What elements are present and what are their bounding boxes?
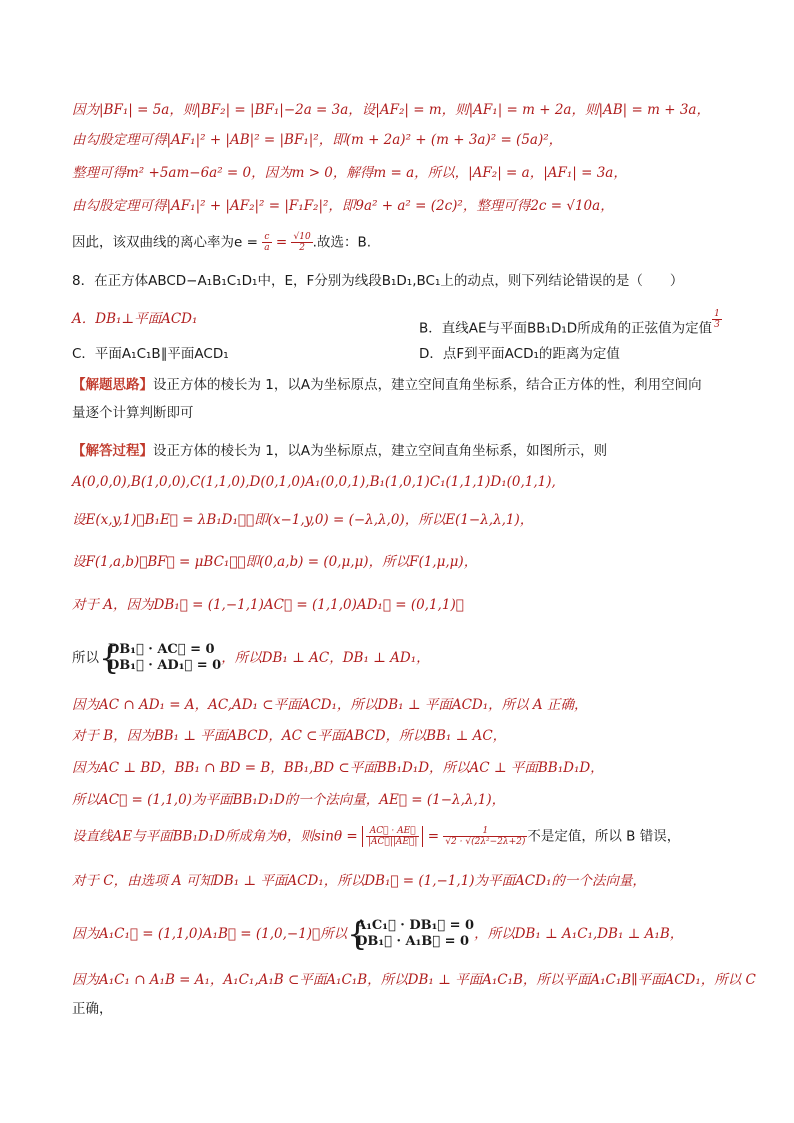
- math-text: 设E(x,y,1)，B₁E⃗ = λB₁D₁⃗，即(x−1,y,0) = (−λ,λ,0)，所以E(1−λ,λ,1)，: [72, 512, 534, 528]
- equation-row: DB₁⃗ · AD₁⃗ = 0: [108, 658, 222, 673]
- math-text: 因为AC ∩ AD₁ = A，AC,AD₁ ⊂平面ACD₁，所以DB₁ ⊥ 平面ACD₁，所以 A 正确，: [72, 697, 588, 713]
- equation-system-1: [99, 639, 222, 677]
- option-c-analysis-1: [72, 871, 736, 891]
- option-b-analysis-3: [72, 790, 736, 810]
- equation-row: A₁C₁⃗ · DB₁⃗ = 0: [356, 918, 475, 933]
- option-a-conclusion: [72, 695, 736, 715]
- solution-line-pythagoras-2: [72, 196, 736, 216]
- equation-system-2: [347, 915, 475, 953]
- text: 设正方体的棱长为 1，以A为坐标原点，建立空间直角坐标系，如图所示，则: [153, 443, 608, 459]
- brace: {: [99, 639, 120, 677]
- question-8: [72, 271, 736, 291]
- fraction-sqrt10-over-2: [291, 232, 312, 253]
- process-line-1: [72, 441, 736, 461]
- math-text: 对于 C，由选项 A 可知DB₁ ⊥ 平面ACD₁，所以DB₁⃗ = (1,−1,1)为平面ACD₁的一个法向量，: [72, 873, 646, 889]
- denominator: 2: [299, 243, 305, 253]
- denominator: a: [264, 243, 270, 253]
- numerator: 1: [443, 826, 527, 837]
- numerator: √10: [293, 232, 311, 242]
- math-text: 因为A₁C₁ ∩ A₁B = A₁，A₁C₁,A₁B ⊂平面A₁C₁B，所以DB₁ ⊥ 平面A₁C₁B，所以平面A₁C₁B∥平面ACD₁，所以 C: [72, 972, 756, 988]
- fraction-c-over-a: [262, 232, 271, 253]
- math-text: 对于 A，因为DB₁⃗ = (1,−1,1)AC⃗ = (1,1,0)AD₁⃗ = (0,1,1)，: [72, 597, 464, 613]
- system-2-line: [72, 915, 736, 953]
- numerator: 1: [714, 309, 720, 319]
- math-text: 整理可得m² +5am−6a² = 0，因为m > 0，解得m = a，所以，|AF₂| = a，|AF₁| = 3a，: [72, 165, 627, 181]
- solution-line-eccentricity: [72, 232, 736, 253]
- equation-row: DB₁⃗ · AC⃗ = 0: [108, 642, 215, 657]
- text: 不是定值，所以 B 错误，: [527, 828, 681, 845]
- option-c: C．平面A₁C₁B∥平面ACD₁: [72, 346, 229, 362]
- math-text: 由勾股定理可得|AF₁|² + |AB|² = |BF₁|²，即(m + 2a)² + (m + 3a)² = (5a)²，: [72, 132, 563, 148]
- solution-line-simplify: [72, 163, 736, 183]
- idea-line-1: [72, 375, 736, 395]
- solution-line-pythagoras-1: [72, 130, 736, 150]
- math-text: A(0,0,0),B(1,0,0),C(1,1,0),D(0,1,0)A₁(0,0,1),B₁(1,0,1)C₁(1,1,1)D₁(0,1,1),: [72, 474, 556, 490]
- text: 设正方体的棱长为 1，以A为坐标原点，建立空间直角坐标系，结合正方体的性，利用空间向: [153, 377, 702, 393]
- question-text: 8．在正方体ABCD−A₁B₁C₁D₁中，E，F分别为线段B₁D₁,BC₁上的动点，则下列结论错误的是（ ）: [72, 273, 684, 289]
- option-a-analysis: [72, 595, 736, 615]
- options-row-ab: [72, 309, 736, 337]
- heading-solution-process: 【解答过程】: [72, 443, 153, 459]
- heading-solution-idea: 【解题思路】: [72, 377, 153, 393]
- math-text: 设直线AE与平面BB₁D₁D所成角为θ，则sinθ =: [72, 828, 363, 845]
- option-b: [419, 309, 722, 339]
- math-text: 因为A₁C₁⃗ = (1,1,0)A₁B⃗ = (1,0,−1)，所以: [72, 926, 348, 942]
- numerator: c: [262, 232, 271, 243]
- option-b-analysis-2: [72, 758, 736, 778]
- fraction-sine-value: [443, 826, 527, 847]
- math-text: 对于 B，因为BB₁ ⊥ 平面ABCD，AC ⊂平面ABCD，所以BB₁ ⊥ AC，: [72, 728, 507, 744]
- math-text: 因为|BF₁| = 5a，则|BF₂| = |BF₁|−2a = 3a，设|AF₂| = m，则|AF₁| = m + 2a，则|AB| = m + 3a，: [72, 102, 710, 118]
- text: 正确，: [72, 1001, 113, 1017]
- absolute-value: [362, 826, 423, 847]
- math-text: 所以AC⃗ = (1,1,0)为平面BB₁D₁D的一个法向量，AE⃗ = (1−λ,λ,1)，: [72, 792, 506, 808]
- math-text: 由勾股定理可得|AF₁|² + |AF₂|² = |F₁F₂|²，即9a² + a² = (2c)²，整理可得2c = √10a，: [72, 198, 614, 214]
- denominator: √2 · √(2λ²−2λ+2): [445, 837, 526, 847]
- equals: =: [271, 234, 292, 251]
- options-row-cd: [72, 344, 736, 364]
- text: 因此，该双曲线的离心率为e =: [72, 234, 263, 251]
- set-f-line: [72, 552, 736, 572]
- idea-line-2: [72, 403, 736, 423]
- option-a: A．DB₁⊥平面ACD₁: [72, 311, 198, 327]
- math-text: 因为AC ⊥ BD，BB₁ ∩ BD = B，BB₁,BD ⊂平面BB₁D₁D，所以AC ⊥ 平面BB₁D₁D，: [72, 760, 604, 776]
- option-d: D．点F到平面ACD₁的距离为定值: [419, 346, 620, 362]
- text: 量逐个计算判断即可: [72, 405, 194, 421]
- denominator: |AC⃗||AE⃗|: [368, 837, 418, 847]
- option-c-analysis-3: [72, 970, 756, 990]
- math-text: ，所以DB₁ ⊥ A₁C₁,DB₁ ⊥ A₁B，: [474, 926, 684, 942]
- equation-row: DB₁⃗ · A₁B⃗ = 0: [356, 934, 470, 949]
- solution-line-bf1: [72, 100, 736, 120]
- fraction-dot-over-norms: [366, 826, 419, 847]
- brace: {: [347, 915, 368, 953]
- equals: =: [423, 828, 444, 845]
- option-c-conclusion: [72, 999, 736, 1019]
- numerator: AC⃗ · AE⃗: [366, 826, 419, 837]
- coords-line: [72, 472, 736, 492]
- option-b-text: B．直线AE与平面BB₁D₁D所成角的正弦值为定值: [419, 320, 713, 337]
- text: .故选：B.: [312, 234, 372, 251]
- system-1-line: [72, 639, 736, 677]
- fraction-one-third: [712, 309, 722, 330]
- option-b-analysis-1: [72, 726, 736, 746]
- text: 所以: [72, 650, 99, 666]
- math-text: ，所以DB₁ ⊥ AC，DB₁ ⊥ AD₁，: [221, 650, 430, 666]
- math-text: 设F(1,a,b)，BF⃗ = μBC₁⃗，即(0,a,b) = (0,μ,μ)，所以F(1,μ,μ)，: [72, 554, 478, 570]
- option-b-sine-line: [72, 826, 736, 847]
- denominator: 3: [714, 320, 720, 330]
- set-e-line: [72, 510, 736, 530]
